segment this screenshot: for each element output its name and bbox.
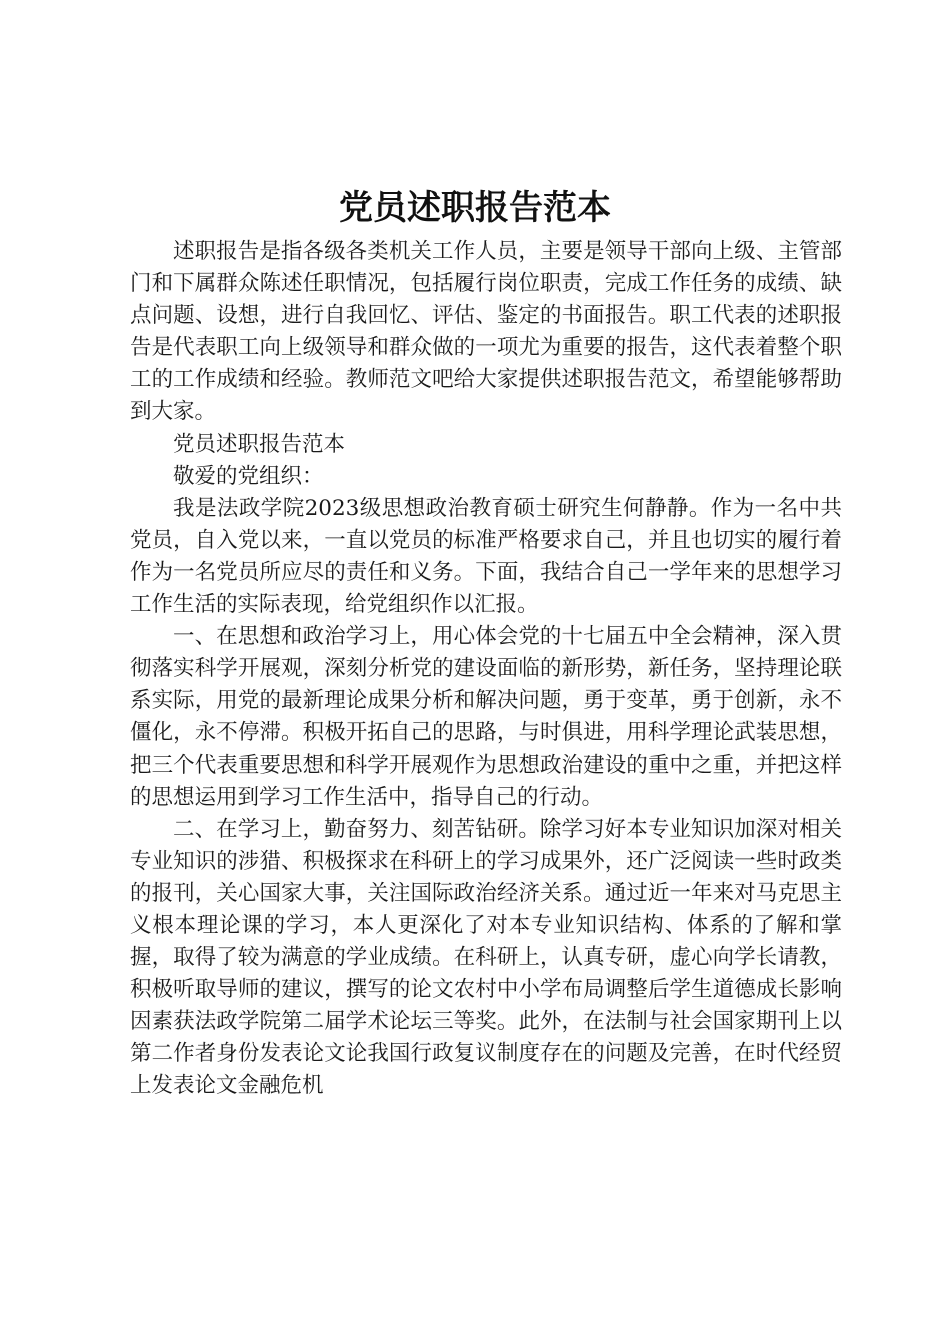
section-one-paragraph: 一、在思想和政治学习上，用心体会党的十七届五中全会精神，深入贯彻落实科学开展观，深刻分析党的建设面临的新形势，新任务，坚持理论联系实际，用党的最新理论成果分析和解决问题，勇于变革，勇于创新，永不僵化，永不停滞。积极开拓自己的思路，与时俱进，用科学理论武装思想，把三个代表重要思想和科学开展观作为思想政治建设的重中之重，并把这样的思想运用到学习工作生活中，指导自己的行动。 [130,624,842,810]
document-body [130,236,842,1103]
self-introduction-paragraph: 我是法政学院2023级思想政治教育硕士研究生何静静。作为一名中共党员，自入党以来，一直以党员的标准严格要求自己，并且也切实的履行着作为一名党员所应尽的责任和义务。下面，我结合自己一学年来的思想学习工作生活的实际表现，给党组织作以汇报。 [130,495,842,618]
document-title: 党员述职报告范本 [339,188,611,228]
intro-paragraph: 述职报告是指各级各类机关工作人员，主要是领导干部向上级、主管部门和下属群众陈述任职情况，包括履行岗位职责，完成工作任务的成绩、缺点问题、设想，进行自我回忆、评估、鉴定的书面报告。职工代表的述职报告是代表职工向上级领导和群众做的一项尤为重要的报告，这代表着整个职工的工作成绩和经验。教师范文吧给大家提供述职报告范文，希望能够帮助到大家。 [130,239,842,425]
section-two-paragraph: 二、在学习上，勤奋努力、刻苦钻研。除学习好本专业知识加深对相关专业知识的涉猎、积极探求在科研上的学习成果外，还广泛阅读一些时政类的报刊，关心国家大事，关注国际政治经济关系。通过近一年来对马克思主义根本理论课的学习，本人更深化了对本专业知识结构、体系的了解和掌握，取得了较为满意的学业成绩。在科研上，认真专研，虚心向学长请教，积极听取导师的建议，撰写的论文农村中小学布局调整后学生道德成长影响因素获法政学院第二届学术论坛三等奖。此外，在法制与社会国家期刊上以第二作者身份发表论文论我国行政复议制度存在的问题及完善，在时代经贸上发表论文金融危机 [130,816,842,1099]
salutation-line: 敬爱的党组织： [173,463,324,489]
subtitle-line: 党员述职报告范本 [173,431,346,457]
